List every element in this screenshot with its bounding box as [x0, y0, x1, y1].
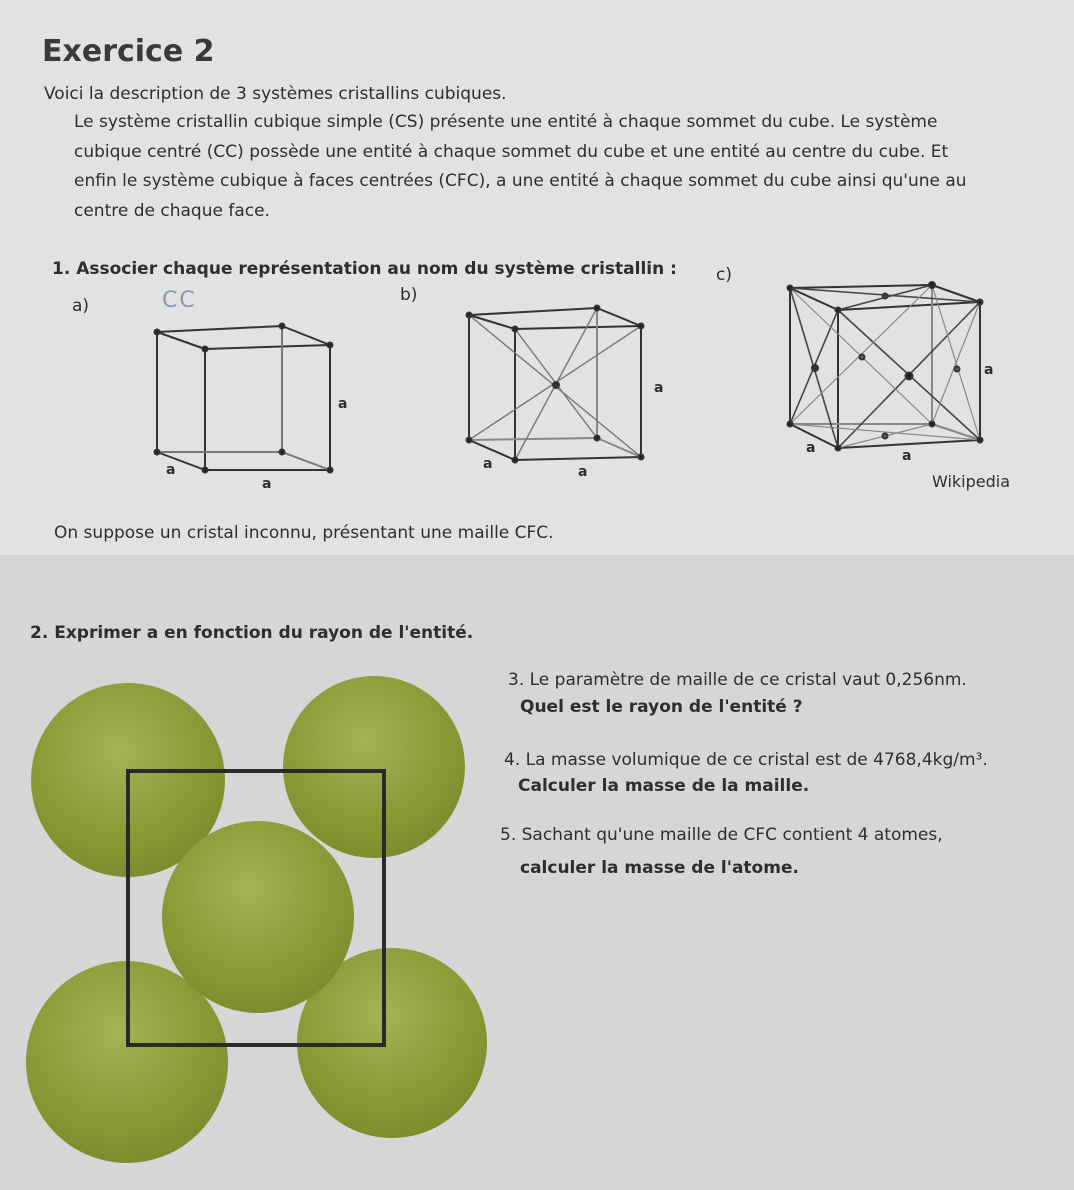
question-4-ask: Calculer la masse de la maille. [518, 776, 810, 796]
question-2: 2. Exprimer a en fonction du rayon de l'entité. [30, 623, 474, 643]
exercise-title: Exercice 2 [42, 34, 215, 69]
question-1: 1. Associer chaque représentation au nom du système cristallin : [52, 259, 677, 279]
figure-a-label: a) [72, 296, 90, 316]
figure-c-label: c) [716, 265, 732, 285]
figure-b-label: b) [400, 285, 418, 305]
axis-label-a1-right: a [338, 396, 348, 412]
axis-label-b-right: a [654, 380, 664, 396]
image-credit: Wikipedia [932, 472, 1011, 491]
handwritten-answer: CC [162, 288, 197, 313]
axis-label-a1-bottom: a [262, 476, 272, 492]
question-5-statement: 5. Sachant qu'une maille de CFC contient 4 atomes, [500, 825, 943, 845]
description-line-1: Le système cristallin cubique simple (CS) présente une entité à chaque sommet du cube. Le système [74, 112, 938, 132]
question-4-statement: 4. La masse volumique de ce cristal est de 4768,4kg/m³. [504, 750, 988, 770]
axis-label-c-left: a [806, 440, 816, 456]
sphere-center [162, 821, 354, 1013]
axis-label-a1-left: a [166, 462, 176, 478]
description-line-4: centre de chaque face. [74, 201, 270, 221]
description-line-3: enfin le système cubique à faces centrées (CFC), a une entité à chaque sommet du cube ainsi qu'une au [74, 171, 967, 191]
sphere-top-right [283, 676, 465, 858]
intro-text: Voici la description de 3 systèmes cristallins cubiques. [44, 84, 507, 104]
question-3-ask: Quel est le rayon de l'entité ? [520, 697, 803, 717]
question-5-ask: calculer la masse de l'atome. [520, 858, 799, 878]
axis-label-b-left: a [483, 456, 493, 472]
suppose-text: On suppose un cristal inconnu, présentant une maille CFC. [54, 523, 554, 543]
axis-label-b-bottom: a [578, 464, 588, 480]
axis-label-c-right: a [984, 362, 994, 378]
question-3-statement: 3. Le paramètre de maille de ce cristal vaut 0,256nm. [508, 670, 967, 690]
axis-label-c-bottom: a [902, 448, 912, 464]
description-line-2: cubique centré (CC) possède une entité à chaque sommet du cube et une entité au centre du cube. Et [74, 142, 949, 162]
